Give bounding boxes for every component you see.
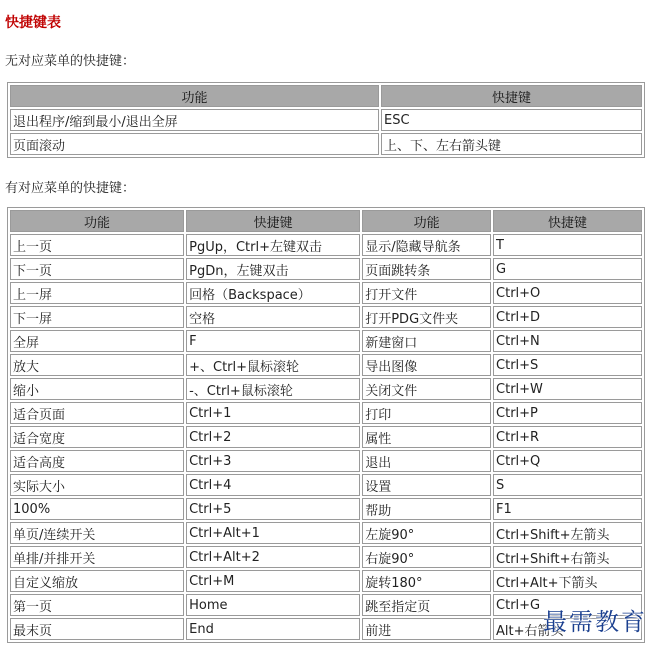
function-cell: 退出程序/缩到最小/退出全屏 (10, 109, 379, 131)
function-cell: 自定义缩放 (10, 570, 184, 592)
function-cell: 缩小 (10, 378, 184, 400)
table-row (10, 474, 642, 496)
function-cell: 实际大小 (10, 474, 184, 496)
function-cell: 打开文件 (362, 282, 491, 304)
shortcut-cell: Ctrl+Shift+左箭头 (493, 522, 642, 544)
shortcut-cell: Ctrl+3 (186, 450, 360, 472)
shortcut-cell: End (186, 618, 360, 640)
shortcut-cell: F1 (493, 498, 642, 520)
table-row (10, 570, 642, 592)
function-cell: 适合页面 (10, 402, 184, 424)
shortcut-cell: Ctrl+P (493, 402, 642, 424)
table-row (10, 234, 642, 256)
function-cell: 右旋90° (362, 546, 491, 568)
shortcut-cell: Ctrl+Q (493, 450, 642, 472)
shortcut-cell: Ctrl+4 (186, 474, 360, 496)
table-row (10, 282, 642, 304)
shortcut-cell: PgDn，左键双击 (186, 258, 360, 280)
shortcut-cell: Ctrl+R (493, 426, 642, 448)
shortcut-table-with-menu (7, 207, 645, 643)
shortcut-cell: 上、下、左右箭头键 (381, 133, 642, 155)
shortcut-cell: -、Ctrl+鼠标滚轮 (186, 378, 360, 400)
shortcut-cell: Ctrl+Alt+下箭头 (493, 570, 642, 592)
function-cell: 关闭文件 (362, 378, 491, 400)
table-header-row (10, 210, 642, 232)
column-header-function: 功能 (10, 85, 379, 107)
shortcut-cell: Ctrl+Shift+右箭头 (493, 546, 642, 568)
function-cell: 帮助 (362, 498, 491, 520)
column-header-function: 功能 (10, 210, 184, 232)
table-row (10, 522, 642, 544)
shortcut-cell: Ctrl+N (493, 330, 642, 352)
table-header-row (10, 85, 642, 107)
table-row (10, 109, 642, 131)
table-row (10, 498, 642, 520)
function-cell: 新建窗口 (362, 330, 491, 352)
function-cell: 适合宽度 (10, 426, 184, 448)
function-cell: 第一页 (10, 594, 184, 616)
function-cell: 跳至指定页 (362, 594, 491, 616)
section-heading-no-menu: 无对应菜单的快捷键： (5, 54, 136, 69)
function-cell: 下一屏 (10, 306, 184, 328)
shortcut-cell: T (493, 234, 642, 256)
brand-watermark: 最需教育 (543, 608, 647, 636)
function-cell: 退出 (362, 450, 491, 472)
function-cell: 100% (10, 498, 184, 520)
shortcut-cell: Alt+右箭头 (493, 618, 642, 640)
function-cell: 最末页 (10, 618, 184, 640)
function-cell: 页面跳转条 (362, 258, 491, 280)
shortcut-cell: Ctrl+S (493, 354, 642, 376)
function-cell: 适合高度 (10, 450, 184, 472)
shortcut-cell: Ctrl+Alt+2 (186, 546, 360, 568)
table-row (10, 546, 642, 568)
shortcut-cell: Home (186, 594, 360, 616)
function-cell: 旋转180° (362, 570, 491, 592)
shortcut-cell: 空格 (186, 306, 360, 328)
shortcut-cell: Ctrl+5 (186, 498, 360, 520)
shortcut-cell: Ctrl+O (493, 282, 642, 304)
shortcut-cell: Ctrl+1 (186, 402, 360, 424)
shortcut-cell: ESC (381, 109, 642, 131)
function-cell: 左旋90° (362, 522, 491, 544)
column-header-shortcut: 快捷键 (493, 210, 642, 232)
function-cell: 前进 (362, 618, 491, 640)
shortcut-table-no-menu (7, 82, 645, 158)
table-row (10, 450, 642, 472)
column-header-function: 功能 (362, 210, 491, 232)
column-header-shortcut: 快捷键 (381, 85, 642, 107)
shortcut-cell: F (186, 330, 360, 352)
table-row (10, 426, 642, 448)
table-row (10, 306, 642, 328)
shortcut-cell: Ctrl+G (493, 594, 642, 616)
shortcut-cell: Ctrl+M (186, 570, 360, 592)
shortcut-cell: Ctrl+D (493, 306, 642, 328)
table-row (10, 258, 642, 280)
table-row (10, 378, 642, 400)
function-cell: 全屏 (10, 330, 184, 352)
function-cell: 单排/并排开关 (10, 546, 184, 568)
table-row (10, 330, 642, 352)
page-title: 快捷键表 (5, 15, 61, 31)
section-heading-with-menu: 有对应菜单的快捷键： (5, 181, 136, 196)
function-cell: 页面滚动 (10, 133, 379, 155)
function-cell: 打印 (362, 402, 491, 424)
function-cell: 上一屏 (10, 282, 184, 304)
function-cell: 下一页 (10, 258, 184, 280)
function-cell: 设置 (362, 474, 491, 496)
function-cell: 属性 (362, 426, 491, 448)
shortcut-cell: S (493, 474, 642, 496)
table-row (10, 133, 642, 155)
shortcut-cell: Ctrl+W (493, 378, 642, 400)
function-cell: 单页/连续开关 (10, 522, 184, 544)
function-cell: 显示/隐藏导航条 (362, 234, 491, 256)
column-header-shortcut: 快捷键 (186, 210, 360, 232)
shortcut-cell: Ctrl+2 (186, 426, 360, 448)
shortcut-cell: PgUp，Ctrl+左键双击 (186, 234, 360, 256)
function-cell: 导出图像 (362, 354, 491, 376)
shortcut-cell: Ctrl+Alt+1 (186, 522, 360, 544)
shortcut-cell: +、Ctrl+鼠标滚轮 (186, 354, 360, 376)
table-row (10, 354, 642, 376)
table-row (10, 402, 642, 424)
function-cell: 打开PDG文件夹 (362, 306, 491, 328)
function-cell: 放大 (10, 354, 184, 376)
function-cell: 上一页 (10, 234, 184, 256)
shortcut-cell: 回格（Backspace） (186, 282, 360, 304)
shortcut-cell: G (493, 258, 642, 280)
